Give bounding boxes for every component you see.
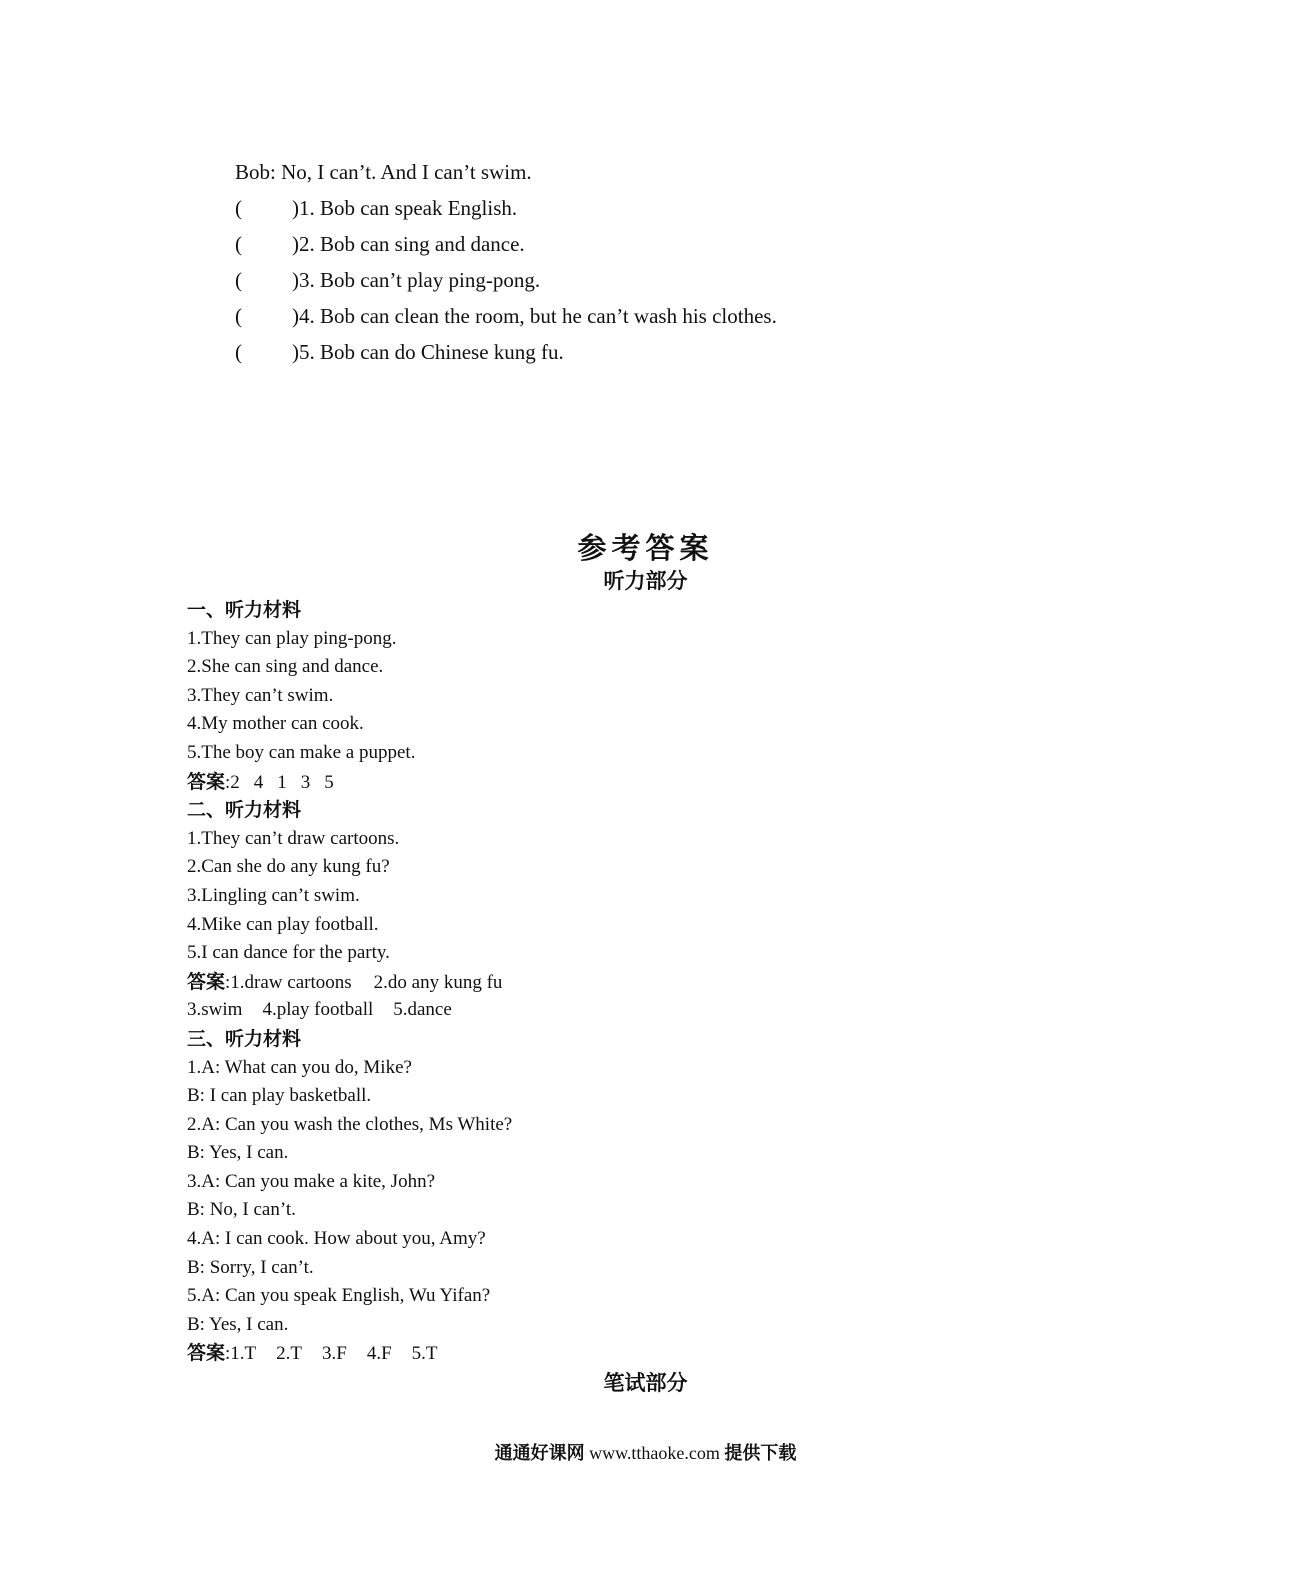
tf-question-2 (235, 226, 777, 262)
question-block (235, 154, 777, 370)
section-3-line: 5.A: Can you speak English, Wu Yifan? (187, 1285, 491, 1307)
section-2-line: 2.Can she do any kung fu? (187, 856, 390, 878)
answer-value: :1.draw cartoons (225, 971, 352, 993)
question-text: )5. Bob can do Chinese kung fu. (292, 340, 564, 364)
section-3-line: B: No, I can’t. (187, 1199, 296, 1221)
question-text: )1. Bob can speak English. (292, 196, 518, 220)
answer-blank: ( (235, 196, 242, 220)
section-2-line: 1.They can’t draw cartoons. (187, 827, 400, 849)
answer-value: 3.F (322, 1343, 347, 1365)
answer-key-block (187, 596, 512, 1368)
question-text: )3. Bob can’t play ping-pong. (292, 268, 541, 292)
section-1-line: 1.They can play ping-pong. (187, 627, 397, 649)
dialogue-line: Bob: No, I can’t. And I can’t swim. (235, 160, 532, 184)
section-2-answer-cont (187, 996, 512, 1025)
footer-download-text: 提供下载 (724, 1443, 797, 1464)
section-1-heading: 一、听力材料 (187, 599, 302, 621)
section-3-line: B: I can play basketball. (187, 1085, 372, 1107)
section-2-answer (187, 968, 512, 997)
section-3-line: 1.A: What can you do, Mike? (187, 1056, 412, 1078)
tf-question-1 (235, 190, 777, 226)
answer-value: 4.F (366, 1343, 392, 1365)
answer-value: :1.T (225, 1343, 257, 1365)
answer-value: 2.T (276, 1343, 303, 1365)
tf-question-4 (235, 298, 777, 334)
answer-key-title: 参考答案 (577, 531, 714, 565)
answer-value: 5.T (411, 1343, 438, 1365)
section-1-line: 5.The boy can make a puppet. (187, 741, 416, 763)
section-3-line: 4.A: I can cook. How about you, Amy? (187, 1228, 486, 1250)
section-1-line: 2.She can sing and dance. (187, 656, 384, 678)
answer-label: 答案 (187, 1342, 226, 1365)
answer-blank: ( (235, 232, 242, 256)
answer-blank: ( (235, 268, 242, 292)
section-1-answer (187, 768, 512, 797)
answer-value: 2.do any kung fu (373, 971, 503, 993)
section-3-answer (187, 1339, 512, 1368)
answer-value: 5 (324, 771, 334, 793)
listening-section-title: 听力部分 (603, 569, 688, 593)
tf-question-3 (235, 262, 777, 298)
answer-label: 答案 (187, 970, 226, 993)
section-1-line: 4.My mother can cook. (187, 713, 364, 735)
answer-value: 3 (300, 771, 311, 793)
section-2-line: 4.Mike can play football. (187, 913, 379, 935)
section-3-line: 3.A: Can you make a kite, John? (187, 1170, 436, 1192)
question-text: )2. Bob can sing and dance. (292, 232, 525, 256)
section-2-line: 3.Lingling can’t swim. (187, 884, 360, 906)
footer-url[interactable]: www.tthaoke.com (589, 1443, 720, 1463)
answer-blank: ( (235, 304, 242, 328)
section-3-heading: 三、听力材料 (187, 1027, 302, 1050)
section-3-line: B: Sorry, I can’t. (187, 1256, 314, 1278)
section-3-line: B: Yes, I can. (187, 1313, 289, 1335)
answer-value: 5.dance (393, 999, 452, 1021)
answer-label: 答案 (187, 770, 226, 793)
tf-question-5 (235, 334, 777, 370)
section-1-line: 3.They can’t swim. (187, 684, 334, 706)
section-2-line: 5.I can dance for the party. (187, 942, 390, 964)
answer-value: :2 (225, 771, 240, 793)
answer-blank: ( (235, 340, 242, 364)
answer-value: 3.swim (187, 999, 243, 1021)
answer-value: 1 (277, 771, 287, 793)
answer-value: 4.play football (262, 999, 374, 1021)
question-text: )4. Bob can clean the room, but he can’t wash his clothes. (292, 304, 777, 328)
answer-value: 4 (253, 771, 264, 793)
written-section-title: 笔试部分 (603, 1371, 688, 1395)
section-2-heading: 二、听力材料 (187, 799, 302, 822)
footer (0, 1438, 1291, 1469)
section-3-line: B: Yes, I can. (187, 1142, 289, 1164)
footer-site-name: 通通好课网 (494, 1443, 585, 1464)
section-3-line: 2.A: Can you wash the clothes, Ms White? (187, 1113, 513, 1135)
